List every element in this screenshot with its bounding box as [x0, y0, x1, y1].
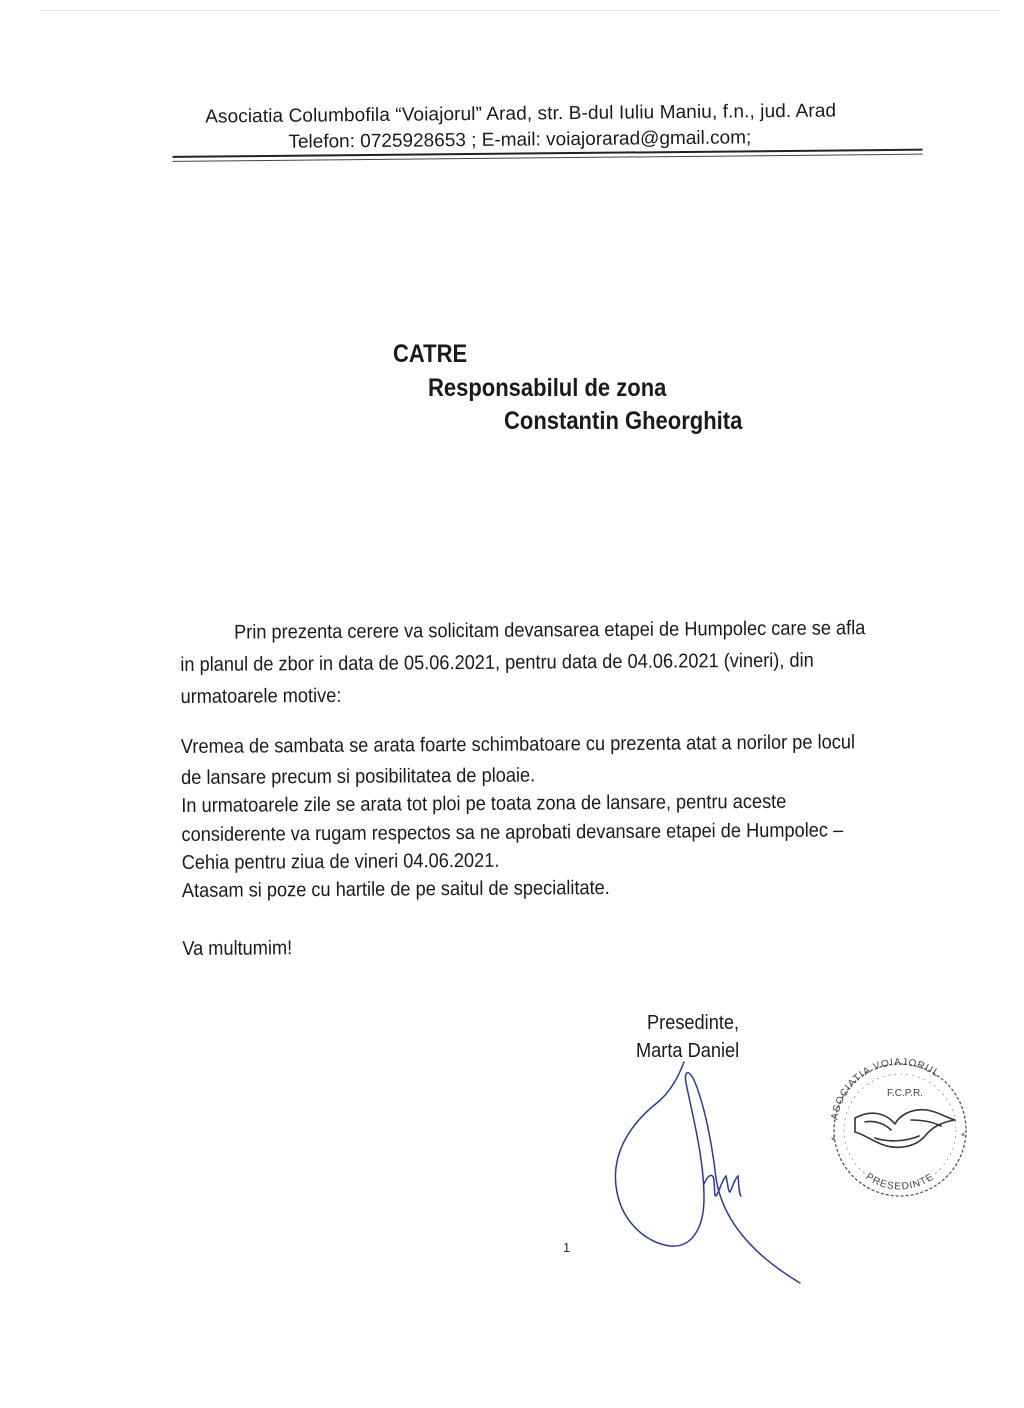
stamp-org-text: ASOCIATIA VOIAJORUL	[829, 1056, 942, 1121]
addressee-name: Constantin Gheorghita	[504, 407, 743, 435]
body-line: Cehia pentru ziua de vineri 04.06.2021.	[181, 849, 500, 874]
letterhead-contact: Telefon: 0725928653 ; E-mail: voiajorarad@gmail.com;	[288, 127, 752, 153]
svg-text:*: *	[961, 1131, 966, 1143]
svg-text:ASOCIATIA VOIAJORUL	[830, 1057, 942, 1121]
svg-text:PRESEDINTE	[864, 1171, 937, 1192]
addressee-to: CATRE	[393, 340, 468, 368]
body-line: in planul de zbor in data de 05.06.2021, pentru data de 04.06.2021 (vineri), din	[180, 649, 814, 676]
association-stamp	[815, 1050, 985, 1200]
body-line: considerente va rugam respectos sa ne aprobati devansare etapei de Humpolec –	[181, 819, 844, 846]
pigeon-emblem	[855, 1110, 955, 1148]
page-number: 1	[563, 1240, 571, 1255]
closing-thanks: Va multumim!	[182, 937, 293, 960]
signatory-name: Marta Daniel	[636, 1040, 740, 1062]
stamp-federation: F.C.P.R.	[887, 1088, 923, 1099]
scan-edge-line	[40, 10, 1000, 11]
body-line: Atasam si poze cu hartile de pe saitul de specialitate.	[181, 877, 610, 902]
body-line: Prin prezenta cerere va solicitam devansarea etapei de Humpolec care se afla	[234, 617, 866, 644]
handwritten-signature	[600, 1058, 820, 1288]
addressee-role: Responsabilul de zona	[428, 374, 667, 402]
letterhead	[160, 93, 930, 153]
body-line: urmatoarele motive:	[180, 684, 342, 708]
letterhead-address: Asociatia Columbofila “Voiajorul” Arad, str. B-dul Iuliu Maniu, f.n., jud. Arad	[205, 100, 837, 128]
body-line: In urmatoarele zile se arata tot ploi pe toata zona de lansare, pentru aceste	[181, 790, 787, 817]
svg-text:*: *	[831, 1135, 836, 1147]
body-line: de lansare precum si posibilitatea de ploaie.	[181, 764, 536, 789]
signatory-title: Presedinte,	[647, 1012, 740, 1034]
stamp-role-text: PRESEDINTE	[863, 1171, 937, 1193]
letter-body	[180, 615, 940, 960]
body-line: Vremea de sambata se arata foarte schimbatoare cu prezenta atat a norilor pe locul	[180, 731, 856, 758]
